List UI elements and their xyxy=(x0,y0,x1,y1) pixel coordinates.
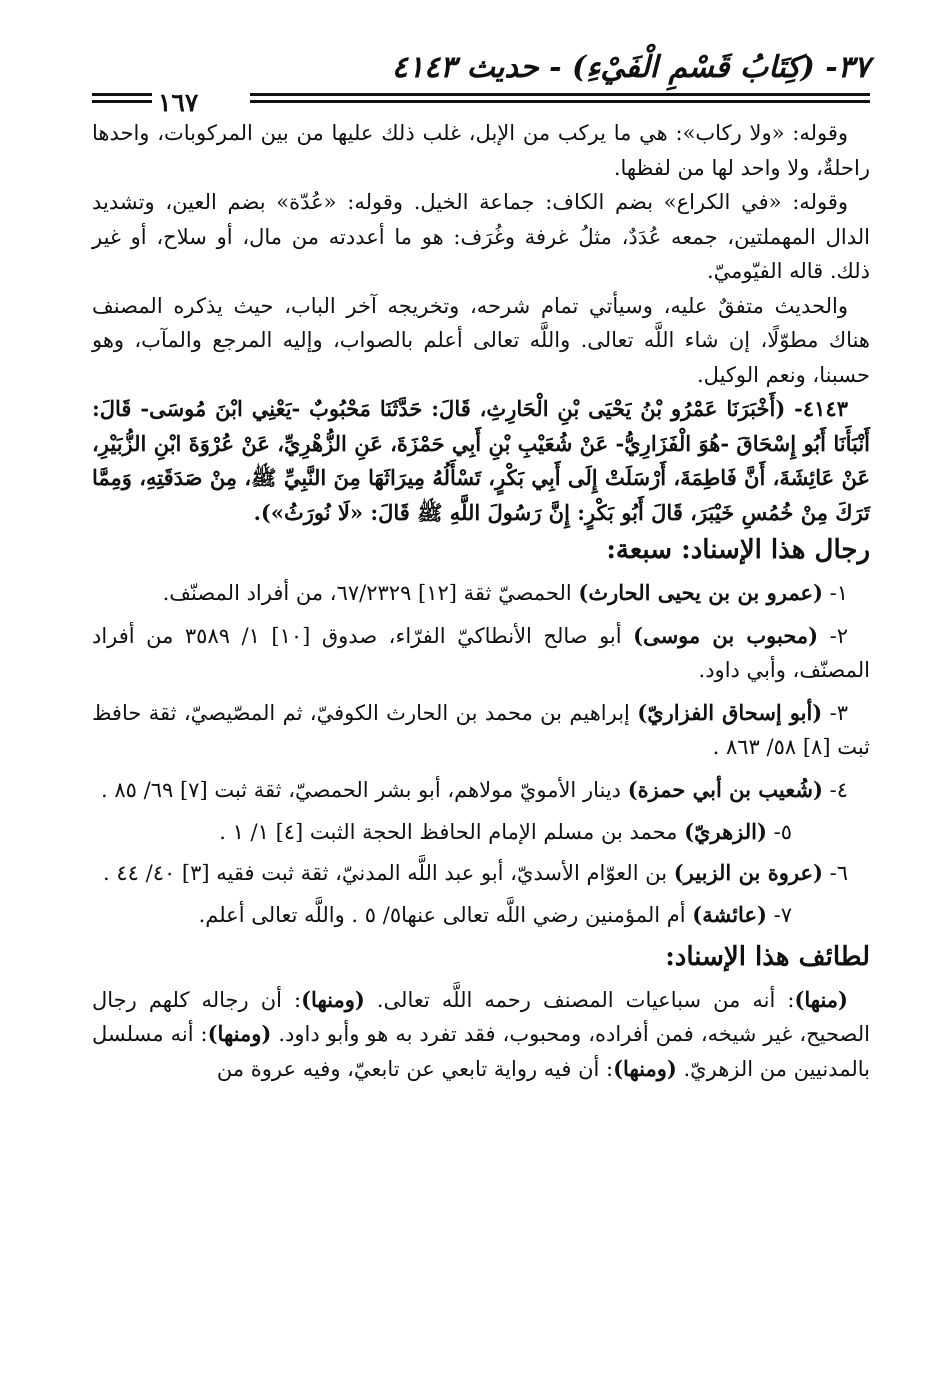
header-rule xyxy=(250,93,870,103)
narrator-number: ٧- xyxy=(773,903,792,927)
narrator-name: (عمرو بن بن يحيى الحارث) xyxy=(578,580,823,605)
benefits-heading: لطائف هذا الإسناد: xyxy=(665,941,870,972)
book-page xyxy=(92,48,870,1086)
benefit-label: (منها) xyxy=(794,986,848,1012)
narrator-entry xyxy=(92,696,870,765)
benefit-label: (ومنها) xyxy=(613,1055,677,1081)
header-rule-short xyxy=(92,93,152,103)
benefits-paragraph xyxy=(92,983,870,1087)
narrator-name: (عائشة) xyxy=(692,902,767,927)
benefit-text: : أنه مسلسل بالمدنيين من الزهريّ. xyxy=(92,1022,870,1081)
hadith-text: ٤١٤٣- (أَخْبَرَنَا عَمْرُو بْنُ يَحْيَى بْنِ الْحَارِثِ، قَالَ: حَدَّثَنَا مَحْبُوبٌ -يَعْنِي ابْنَ مُوسَى- قَالَ: أَنْبَأَنَا أَبُو إِسْحَاقَ -هُوَ الْفَزَارِيُّ- عَنْ شُعَيْبِ بْنِ أَبِي حَمْزَةَ، عَنِ الزُّهْرِيِّ، عَنْ عُرْوَةَ ابْنِ الزُّبَيْرِ، عَنْ عَائِشَةَ، أَنَّ فَاطِمَةَ، أَرْسَلَتْ إِلَى أَبِي بَكْرٍ، تَسْأَلُهُ مِيرَاثَهَا مِنَ النَّبِيِّ ﷺ، مِنْ صَدَقَتِهِ، وَمِمَّا تَرَكَ مِنْ خُمُسِ خَيْبَرَ، قَالَ أَبُو بَكْرٍ: إِنَّ رَسُولَ اللَّهِ ﷺ قَالَ: «لَا نُورَثُ»). xyxy=(92,396,870,525)
narrator-name: (أبو إسحاق الفزاريّ) xyxy=(637,699,823,725)
narrator-number: ١- xyxy=(829,581,848,605)
narrator-description: دينار الأمويّ مولاهم، أبو بشر الحمصيّ، ثقة ثبت [٧] ٦٩/ ٨٥ . xyxy=(101,777,622,802)
narrator-number: ٥- xyxy=(773,820,792,844)
benefit-text: : أن فيه رواية تابعي عن تابعيّ، وفيه عروة من xyxy=(216,1056,614,1081)
narrator-number: ٦- xyxy=(829,860,848,885)
narrator-description: إبراهيم بن محمد بن الحارث الكوفيّ، ثم المصّيصيّ، ثقة حافظ ثبت [٨] ٥٨/ ٨٦٣ . xyxy=(92,700,870,759)
narrator-description: الحمصيّ ثقة [١٢] ٦٧/٢٣٢٩، من أفراد المصنّف. xyxy=(162,581,572,605)
narrator-entry xyxy=(92,773,870,808)
narrator-entry xyxy=(92,856,870,891)
narrator-entry xyxy=(92,815,870,850)
commentary-paragraph: والحديث متفقٌ عليه، وسيأتي تمام شرحه، وتخريجه آخر الباب، حيث يذكره المصنف هناك مطوّلًا، إن شاء اللَّه تعالى. واللَّه تعالى أعلم بالصواب، وإليه المرجع والمآب، وهو حسبنا، ونعم الوكيل. xyxy=(92,293,870,387)
narrator-description: أم المؤمنين رضي اللَّه تعالى عنها٥/ ٥ . واللَّه تعالى أعلم. xyxy=(198,903,686,927)
narrator-name: (شُعيب بن أبي حمزة) xyxy=(627,776,823,802)
page-content xyxy=(92,96,870,1086)
narrator-description: محمد بن مسلم الإمام الحافظ الحجة الثبت [٤] ١/ ١ . xyxy=(219,820,678,844)
commentary-paragraph: وقوله: «في الكراع» بضم الكاف: جماعة الخيل. وقوله: «عُدّة» بضم العين، وتشديد الدال المهملتين، جمعه عُدَدٌ، مثلُ غرفة وغُرَف: هو ما أعددته من مال، أو سلاح، أو غير ذلك. قاله الفيّوميّ. xyxy=(92,190,870,283)
chapter-title: ٣٧- (كِتَابُ قَسْمِ الْفَيْءِ) - حديث ٤١٤٣ xyxy=(391,50,870,85)
narrator-name: (محبوب بن موسى) xyxy=(633,622,819,648)
narrator-name: (عروة بن الزبير) xyxy=(673,859,823,885)
benefit-text: : أن رجاله كلهم رجال الصحيح، غير شيخه، فمن أفراده، ومحبوب، فقد تفرد به هو وأبو داود. xyxy=(92,987,870,1046)
narrator-description: أبو صالح الأنطاكيّ الفرّاء، صدوق [١٠] ١/ ٣٥٨٩ من أفراد المصنّف، وأبي داود. xyxy=(92,623,870,682)
isnad-heading: رجال هذا الإسناد: سبعة: xyxy=(606,535,870,565)
commentary-paragraph: وقوله: «ولا ركاب»: هي ما يركب من الإبل، غلب ذلك عليها من بين المركوبات، واحدها راحلةٌ، ولا واحد لها من لفظها. xyxy=(92,121,870,180)
running-header xyxy=(92,48,870,117)
narrator-entry xyxy=(92,898,870,933)
narrator-number: ٢- xyxy=(829,623,848,648)
narrator-name: (الزهريّ) xyxy=(684,819,767,844)
page-number: ١٦٧ xyxy=(158,88,199,117)
benefit-text: : أنه من سباعيات المصنف رحمه اللَّه تعالى. xyxy=(376,987,795,1012)
benefit-label: (ومنها) xyxy=(301,986,365,1012)
narrator-description: بن العوّام الأسديّ، أبو عبد اللَّه المدنيّ، ثقة ثبت فقيه [٣] ٤٠/ ٤٤ . xyxy=(103,860,668,885)
narrator-number: ٤- xyxy=(829,777,848,802)
narrator-entry xyxy=(92,619,870,688)
narrator-entry xyxy=(92,576,870,611)
narrator-number: ٣- xyxy=(829,700,848,725)
benefit-label: (ومنها) xyxy=(207,1021,272,1046)
